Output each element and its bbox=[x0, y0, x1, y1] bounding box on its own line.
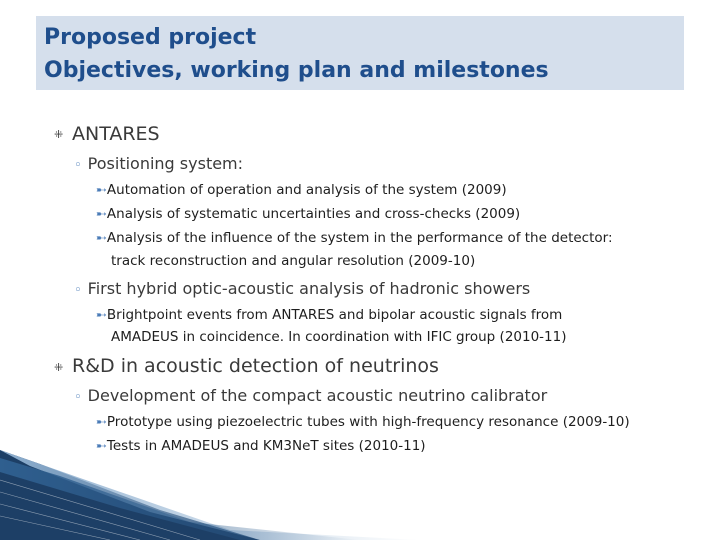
subsection-label: Positioning system: bbox=[87, 154, 244, 173]
list-item-text: Analysis of systematic uncertainties and cross-checks (2009) bbox=[106, 206, 521, 222]
diamond-dots-icon: ⁜ bbox=[54, 128, 64, 141]
diamond-dots-icon: ⁜ bbox=[54, 361, 64, 374]
arrow-icon: ➸ bbox=[96, 439, 107, 454]
subsection-hybrid-analysis bbox=[74, 279, 530, 298]
list-item-continuation: AMADEUS in coincidence. In coordination with IFIC group (2010-11) bbox=[111, 329, 567, 345]
subsection-label: Development of the compact acoustic neutrino calibrator bbox=[87, 386, 548, 405]
list-item-text: Brightpoint events from ANTARES and bipolar acoustic signals from bbox=[106, 307, 563, 323]
subsection-positioning-system bbox=[74, 154, 243, 173]
list-item bbox=[96, 181, 507, 200]
ring-icon: ◦ bbox=[74, 390, 82, 405]
arrow-icon: ➸ bbox=[96, 231, 107, 246]
list-item bbox=[96, 229, 613, 248]
slide-title: Proposed project bbox=[44, 25, 257, 50]
list-item-continuation: track reconstruction and angular resolution (2009-10) bbox=[111, 253, 476, 269]
list-item-text: Prototype using piezoelectric tubes with high-frequency resonance (2009-10) bbox=[106, 414, 630, 430]
ring-icon: ◦ bbox=[74, 283, 82, 298]
arrow-icon: ➸ bbox=[96, 207, 107, 222]
section-heading-rnd: R&D in acoustic detection of neutrinos bbox=[72, 355, 439, 377]
list-item-text: Automation of operation and analysis of the system (2009) bbox=[106, 182, 507, 198]
list-item bbox=[96, 205, 520, 224]
subsection-label: First hybrid optic-acoustic analysis of hadronic showers bbox=[87, 279, 531, 298]
arrow-icon: ➸ bbox=[96, 308, 107, 323]
section-heading-antares: ANTARES bbox=[72, 123, 160, 145]
list-item-text: Analysis of the influence of the system in the performance of the detector: bbox=[106, 230, 613, 246]
arrow-icon: ➸ bbox=[96, 183, 107, 198]
subsection-calibrator bbox=[74, 386, 547, 405]
list-item-text: Tests in AMADEUS and KM3NeT sites (2010-11) bbox=[106, 438, 426, 454]
list-item bbox=[96, 306, 562, 325]
ring-icon: ◦ bbox=[74, 158, 82, 173]
corner-decoration bbox=[0, 450, 420, 540]
slide-subtitle: Objectives, working plan and milestones bbox=[44, 58, 549, 83]
arrow-icon: ➸ bbox=[96, 415, 107, 430]
list-item bbox=[96, 413, 630, 432]
